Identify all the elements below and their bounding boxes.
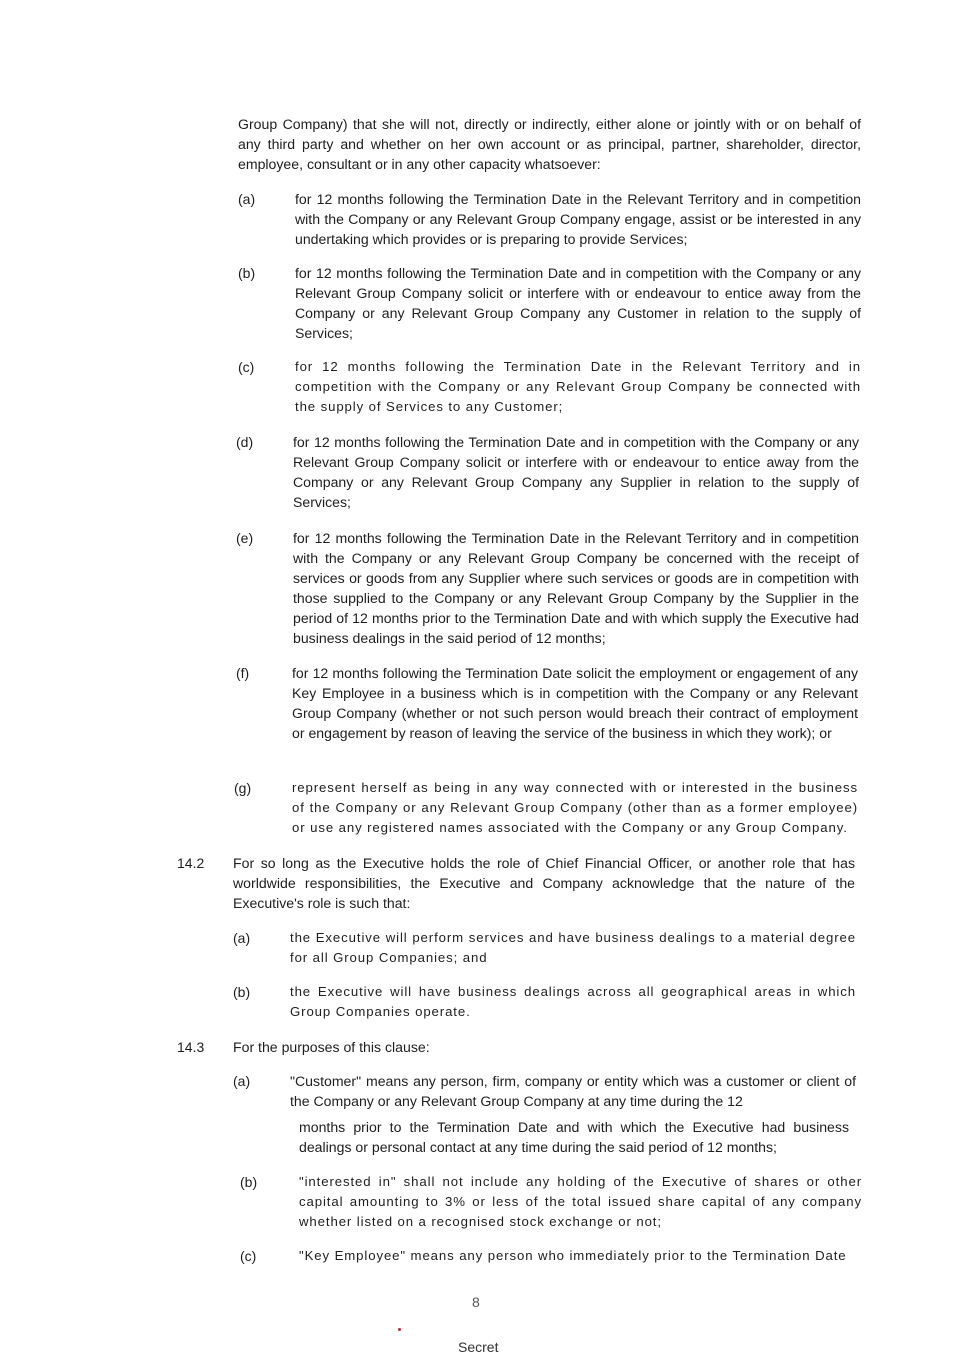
item-label: (d) <box>236 434 254 450</box>
item-label: (c) <box>238 359 255 375</box>
clause-number: 14.2 <box>177 855 205 871</box>
classification-label: Secret <box>458 1339 499 1355</box>
item-text: for 12 months following the Termination Date in the Relevant Territory and in competition with the Company or any Relevant Group Company be concerned with the receipt of services or goods from any Supplier where such services or goods are in competition with those supplied to the Company or any Relevant Group Company by the Supplier in the period of 12 months prior to the Termination Date and with which supply the Executive had business dealings in the said period of 12 months; <box>293 530 859 646</box>
item-label: (a) <box>238 191 256 207</box>
item-label: (b) <box>233 984 251 1000</box>
item-text: for 12 months following the Termination Date solicit the employment or engagement of any Key Employee in a business which is in competition with the Company or any Relevant Group Company (whether or not such person would breach their contract of employment or engagement by reason of leaving the service of the business in which they work); or <box>292 665 858 741</box>
item-text: for 12 months following the Termination Date and in competition with the Company or any Relevant Group Company solicit or interfere with or endeavour to entice away from the Company or any Relevant Group Company any Supplier in relation to the supply of Services; <box>293 434 859 510</box>
item-label: (a) <box>233 1073 251 1089</box>
item-label: (f) <box>236 665 250 681</box>
item-text: for 12 months following the Termination Date in the Relevant Territory and in competition with the Company or any Relevant Group Company be connected with the supply of Services to any Customer; <box>295 359 861 414</box>
item-label: (c) <box>240 1248 257 1264</box>
clause-number: 14.3 <box>177 1039 205 1055</box>
item-text: the Executive will perform services and have business dealings to a material degree for all Group Companies; and <box>290 930 856 965</box>
red-mark <box>398 1328 401 1331</box>
item-text-continued: months prior to the Termination Date and with which the Executive had business dealings or personal contact at any time during the said period of 12 months; <box>299 1119 849 1155</box>
clause-text: For so long as the Executive holds the role of Chief Financial Officer, or another role that has worldwide responsibilities, the Executive and Company acknowledge that the nature of the Executive's role is such that: <box>233 855 855 911</box>
item-text: represent herself as being in any way connected with or interested in the business of the Company or any Relevant Group Company (other than as a former employee) or use any registered names associated with the Company or any Group Company. <box>292 780 858 835</box>
item-label: (a) <box>233 930 251 946</box>
clause-text: For the purposes of this clause: <box>233 1039 430 1055</box>
item-text: for 12 months following the Termination Date and in competition with the Company or any Relevant Group Company solicit or interfere with or endeavour to entice away from the Company or any Relevant Group Company any Customer in relation to the supply of Services; <box>295 265 861 341</box>
item-label: (b) <box>240 1174 258 1190</box>
item-text: for 12 months following the Termination Date in the Relevant Territory and in competition with the Company or any Relevant Group Company engage, assist or be interested in any undertaking which provides or is preparing to provide Services; <box>295 191 861 247</box>
item-label: (g) <box>234 780 252 796</box>
item-label: (b) <box>238 265 256 281</box>
item-label: (e) <box>236 530 254 546</box>
item-text: "interested in" shall not include any holding of the Executive of shares or other capital amounting to 3% or less of the total issued share capital of any company whether listed on a recognised stock exchange or not; <box>299 1174 862 1229</box>
page-number: 8 <box>472 1294 480 1310</box>
intro-paragraph: Group Company) that she will not, directly or indirectly, either alone or jointly with or on behalf of any third party and whether on her own account or as principal, partner, shareholder, director, employee, consultant or in any other capacity whatsoever: <box>238 116 861 172</box>
item-text: "Key Employee" means any person who immediately prior to the Termination Date <box>299 1248 847 1263</box>
item-text: "Customer" means any person, firm, company or entity which was a customer or client of the Company or any Relevant Group Company at any time during the 12 <box>290 1073 856 1109</box>
item-text: the Executive will have business dealings across all geographical areas in which Group Companies operate. <box>290 984 856 1019</box>
